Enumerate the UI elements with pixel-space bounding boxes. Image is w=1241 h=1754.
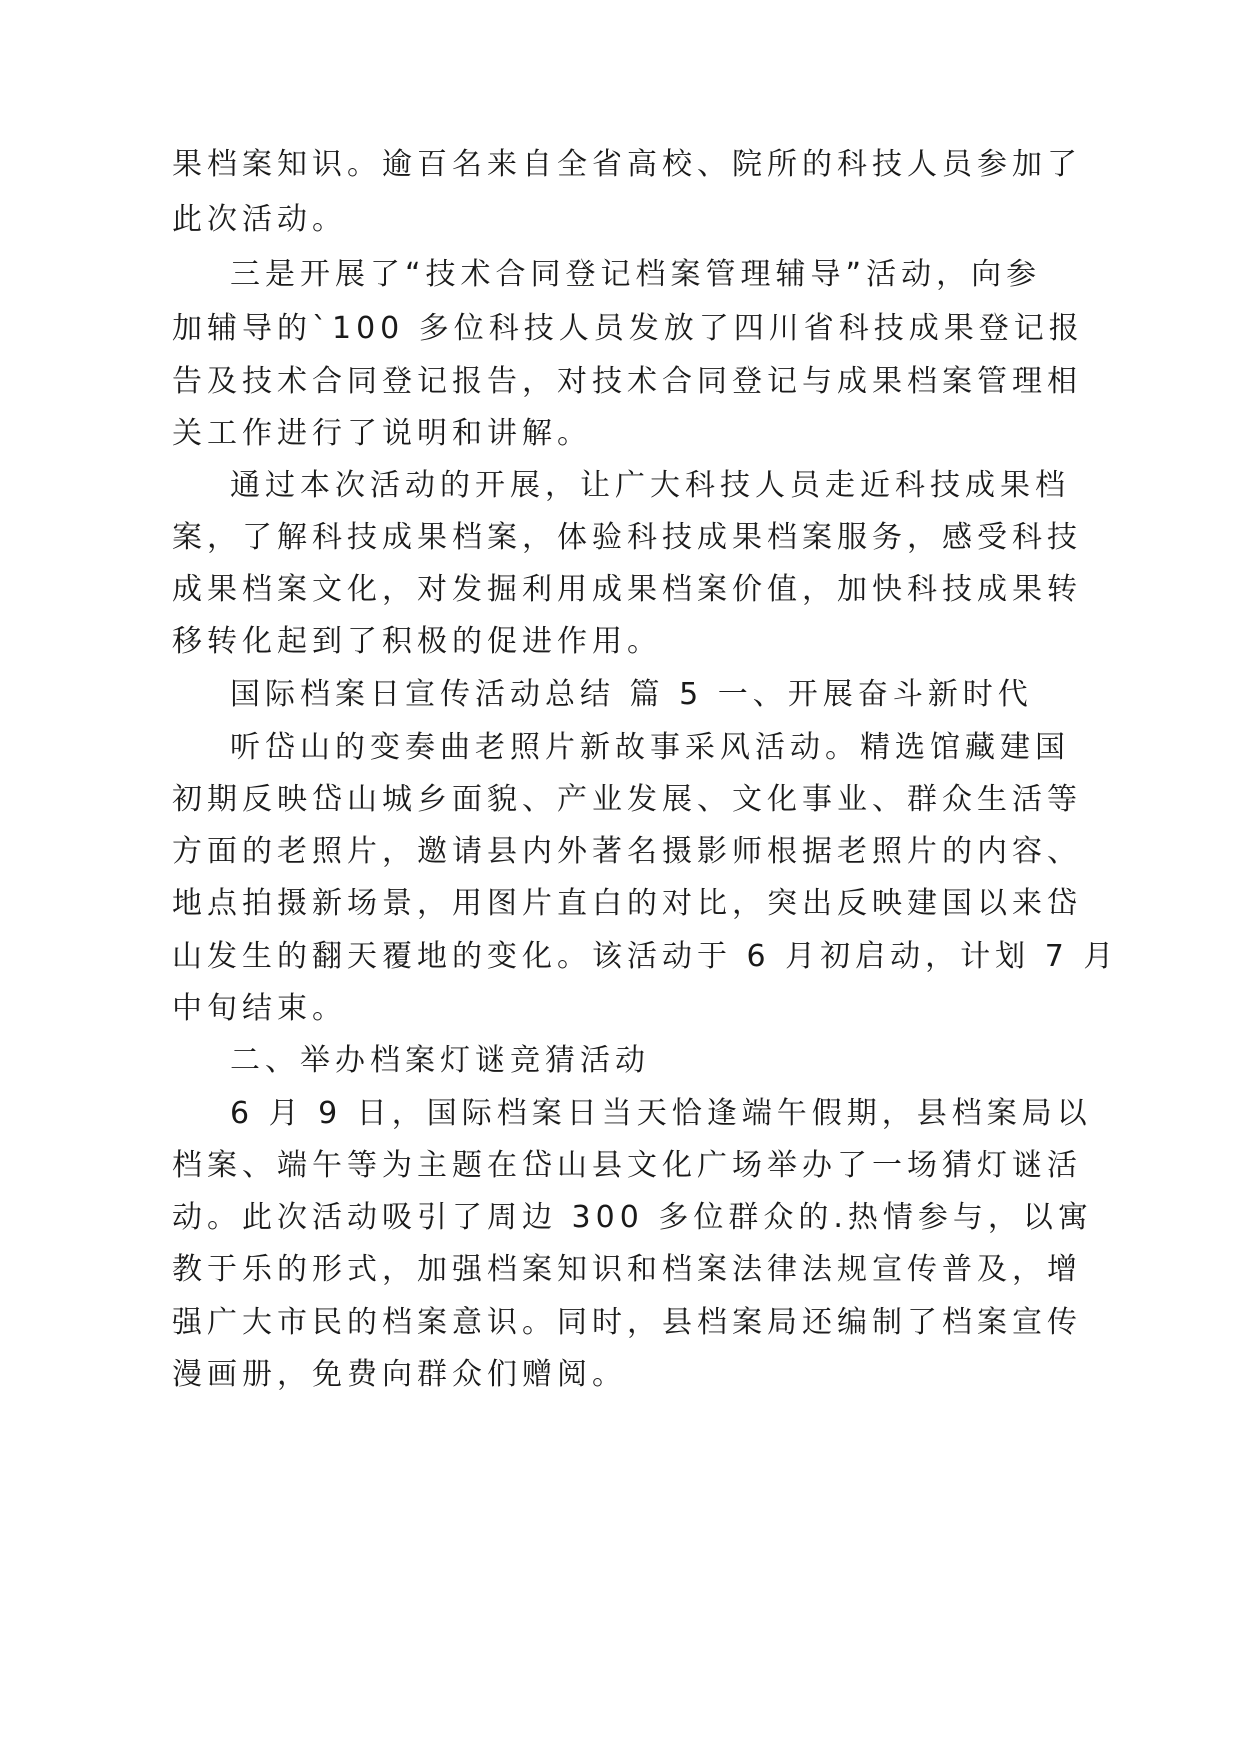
text-line: 国际档案日宣传活动总结 篇 5 一、开展奋斗新时代 xyxy=(230,677,1033,712)
text-line: 山发生的翻天覆地的变化。该活动于 6 月初启动，计划 7 月 xyxy=(172,939,1119,974)
text-line: 档案、端午等为主题在岱山县文化广场举办了一场猜灯谜活 xyxy=(172,1148,1082,1183)
text-line: 漫画册，免费向群众们赠阅。 xyxy=(172,1357,627,1392)
text-line: 成果档案文化，对发掘利用成果档案价值，加快科技成果转 xyxy=(172,572,1082,607)
text-line: 方面的老照片，邀请县内外著名摄影师根据老照片的内容、 xyxy=(172,834,1082,869)
text-line: 告及技术合同登记报告，对技术合同登记与成果档案管理相 xyxy=(172,364,1082,399)
text-line: 教于乐的形式，加强档案知识和档案法律法规宣传普及，增 xyxy=(172,1252,1082,1287)
text-line: 加辅导的`100 多位科技人员发放了四川省科技成果登记报 xyxy=(172,311,1084,346)
text-line: 案，了解科技成果档案，体验科技成果档案服务，感受科技 xyxy=(172,520,1082,555)
text-line: 动。此次活动吸引了周边 300 多位群众的.热情参与，以寓 xyxy=(172,1200,1093,1235)
text-line: 听岱山的变奏曲老照片新故事采风活动。精选馆藏建国 xyxy=(230,730,1070,765)
section-heading: 二、举办档案灯谜竞猜活动 xyxy=(230,1043,650,1078)
text-line: 6 月 9 日，国际档案日当天恰逢端午假期，县档案局以 xyxy=(230,1096,1092,1131)
text-line: 地点拍摄新场景，用图片直白的对比，突出反映建国以来岱 xyxy=(172,886,1082,921)
text-line: 通过本次活动的开展，让广大科技人员走近科技成果档 xyxy=(230,468,1070,503)
text-line: 强广大市民的档案意识。同时，县档案局还编制了档案宣传 xyxy=(172,1305,1082,1340)
text-line: 三是开展了“技术合同登记档案管理辅导”活动，向参 xyxy=(230,257,1042,292)
text-line: 关工作进行了说明和讲解。 xyxy=(172,416,592,451)
text-line: 此次活动。 xyxy=(172,202,347,237)
text-line: 果档案知识。逾百名来自全省高校、院所的科技人员参加了 xyxy=(172,147,1082,182)
text-line: 移转化起到了积极的促进作用。 xyxy=(172,624,662,659)
text-line: 中旬结束。 xyxy=(172,991,347,1026)
text-line: 初期反映岱山城乡面貌、产业发展、文化事业、群众生活等 xyxy=(172,782,1082,817)
